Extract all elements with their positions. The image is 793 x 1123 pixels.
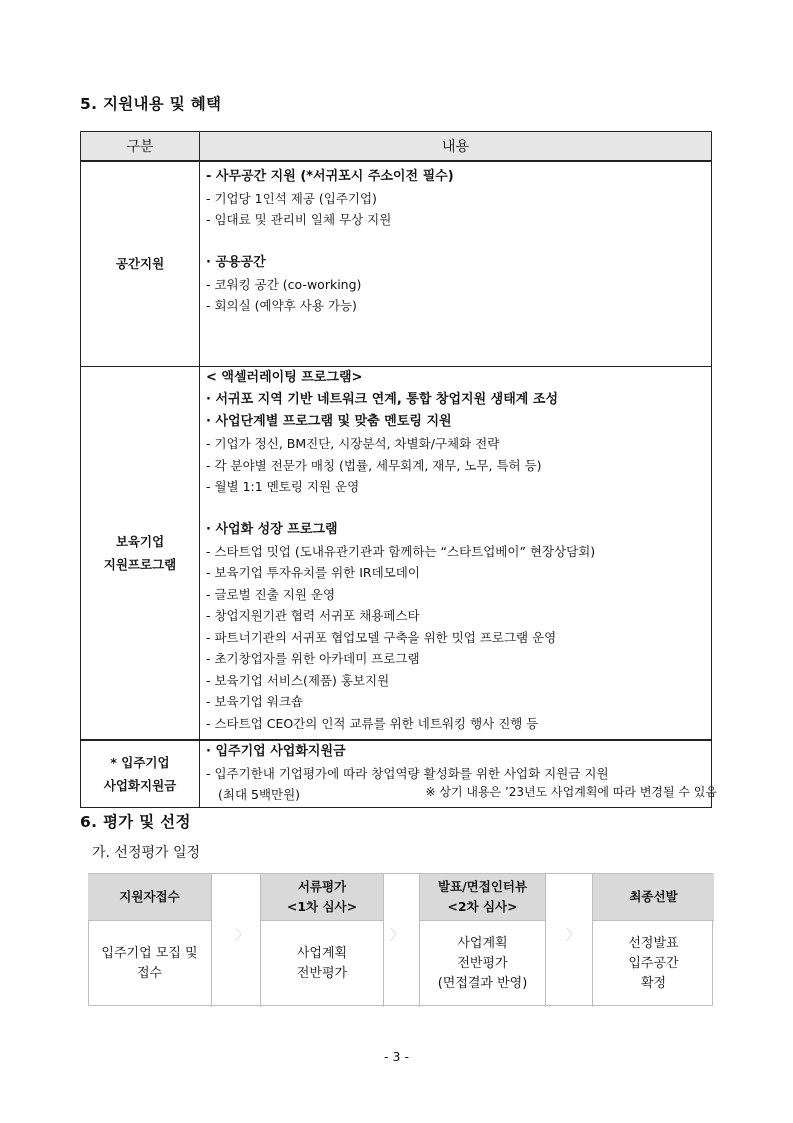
flow-step bbox=[88, 874, 212, 1007]
content-item: - 보육기업 워크숍 bbox=[206, 691, 705, 713]
flow-step-head bbox=[593, 874, 714, 921]
content-item: - 월별 1:1 멘토링 지원 운영 bbox=[206, 476, 705, 498]
flow-step-title: 최종선발 bbox=[629, 889, 678, 904]
content-item: - 창업지원기관 협력 서귀포 채용페스타 bbox=[206, 605, 705, 627]
section-6-title: 6. 평가 및 선정 bbox=[80, 813, 191, 831]
flow-step-text: 선정발표 bbox=[628, 936, 679, 951]
content-item: - 스타트업 밋업 (도내유관기관과 함께하는 “스타트업베이” 현장상담회) bbox=[206, 541, 705, 563]
content-heading: · 사업화 성장 프로그램 bbox=[206, 521, 338, 537]
content-item: - 입주기한내 기업평가에 따라 창업역량 활성화를 위한 사업화 지원금 지원 bbox=[206, 763, 705, 785]
table-row bbox=[81, 367, 712, 740]
flow-step-head bbox=[261, 874, 383, 921]
change-notice: ※ 상기 내용은 ’23년도 사업계획에 따라 변경될 수 있음 bbox=[425, 785, 717, 799]
flow-step bbox=[592, 874, 714, 1007]
schedule-subheading: 가. 선정평가 일정 bbox=[92, 845, 201, 861]
category-cell bbox=[81, 740, 200, 808]
flow-step-title: 서류평가 bbox=[297, 879, 347, 894]
spacer bbox=[206, 231, 705, 252]
flow-step-text: 전반평가 bbox=[296, 966, 348, 981]
content-item: - 기업가 정신, BM진단, 시장분석, 차별화/구체화 전략 bbox=[206, 433, 705, 455]
content-item: - 보육기업 서비스(제품) 홍보지원 bbox=[206, 670, 705, 692]
table-header-row bbox=[81, 132, 712, 161]
page-number: - 3 - bbox=[384, 1049, 409, 1064]
content-item: - 보육기업 투자유치를 위한 IR데모데이 bbox=[206, 562, 705, 584]
flow-step-text: 사업계획 bbox=[457, 936, 508, 951]
flow-arrow-icon: 〉 bbox=[566, 928, 580, 944]
content-item: - 기업당 1인석 제공 (입주기업) bbox=[206, 188, 705, 210]
content-heading: < 액셀러레이팅 프로그램> bbox=[206, 370, 363, 385]
category-label: 공간지원 bbox=[115, 256, 165, 272]
content-cell bbox=[200, 367, 712, 740]
category-label: * 입주기업 bbox=[110, 754, 170, 770]
content-cell bbox=[200, 161, 712, 367]
flow-step-text: 접수 bbox=[136, 966, 163, 981]
header-content: 내용 bbox=[200, 132, 712, 161]
flow-step-title: <2차 심사> bbox=[447, 899, 518, 914]
content-item: - 코워킹 공간 (co-working) bbox=[206, 274, 705, 296]
flow-step-head bbox=[420, 874, 545, 921]
content-heading: · 공용공간 bbox=[206, 254, 266, 270]
flow-step-body bbox=[261, 921, 383, 1007]
flow-step-title: 지원자접수 bbox=[119, 889, 180, 904]
flow-step-text: 확정 bbox=[640, 976, 667, 991]
category-cell bbox=[81, 161, 200, 367]
flow-step-body bbox=[593, 921, 714, 1007]
flow-step bbox=[260, 874, 384, 1007]
flow-step-text: 입주공간 bbox=[628, 956, 679, 971]
flow-step-text: 사업계획 bbox=[296, 946, 348, 961]
flow-step-title: 발표/면접인터뷰 bbox=[437, 879, 528, 894]
category-label: 사업화지원금 bbox=[103, 777, 177, 793]
benefits-table bbox=[80, 131, 712, 808]
flow-step-text: (면접결과 반영) bbox=[437, 976, 528, 991]
content-heading: - 사무공간 지원 (*서귀포시 주소이전 필수) bbox=[206, 168, 454, 184]
category-label: 지원프로그램 bbox=[103, 556, 177, 572]
category-label: 보육기업 bbox=[115, 533, 165, 549]
content-item: - 글로벌 진출 지원 운영 bbox=[206, 584, 705, 606]
flow-arrow-icon: 〉 bbox=[390, 928, 404, 944]
category-cell bbox=[81, 367, 200, 740]
table-row bbox=[81, 161, 712, 367]
spacer bbox=[206, 498, 705, 519]
content-item: - 초기창업자를 위한 아카데미 프로그램 bbox=[206, 648, 705, 670]
flow-step-body bbox=[420, 921, 545, 1007]
content-item: (최대 5백만원) bbox=[218, 787, 301, 802]
content-heading: · 입주기업 사업화지원금 bbox=[206, 743, 346, 759]
evaluation-flow bbox=[88, 873, 713, 1006]
header-category: 구분 bbox=[81, 132, 200, 161]
content-heading: · 사업단계별 프로그램 및 맞춤 멘토링 지원 bbox=[206, 414, 452, 429]
content-item: - 파트너기관의 서귀포 협업모델 구축을 위한 밋업 프로그램 운영 bbox=[206, 627, 705, 649]
flow-step-text: 입주기업 모집 및 bbox=[101, 946, 198, 961]
flow-step-title: <1차 심사> bbox=[286, 899, 358, 914]
flow-step-head bbox=[88, 874, 211, 921]
content-item: - 각 분야별 전문가 매칭 (법률, 세무회계, 재무, 노무, 특허 등) bbox=[206, 455, 705, 477]
flow-step-body bbox=[88, 921, 211, 1007]
content-item: - 임대료 및 관리비 일체 무상 지원 bbox=[206, 209, 705, 231]
content-heading: · 서귀포 지역 기반 네트워크 연계, 통합 창업지원 생태계 조성 bbox=[206, 392, 559, 407]
flow-step bbox=[419, 874, 546, 1007]
section-5-title: 5. 지원내용 및 혜택 bbox=[80, 95, 222, 113]
flow-arrow-icon: 〉 bbox=[235, 928, 249, 944]
flow-step-text: 전반평가 bbox=[457, 956, 508, 971]
content-item: - 회의실 (예약후 사용 가능) bbox=[206, 295, 705, 317]
content-item: - 스타트업 CEO간의 인적 교류를 위한 네트워킹 행사 진행 등 bbox=[206, 713, 705, 735]
